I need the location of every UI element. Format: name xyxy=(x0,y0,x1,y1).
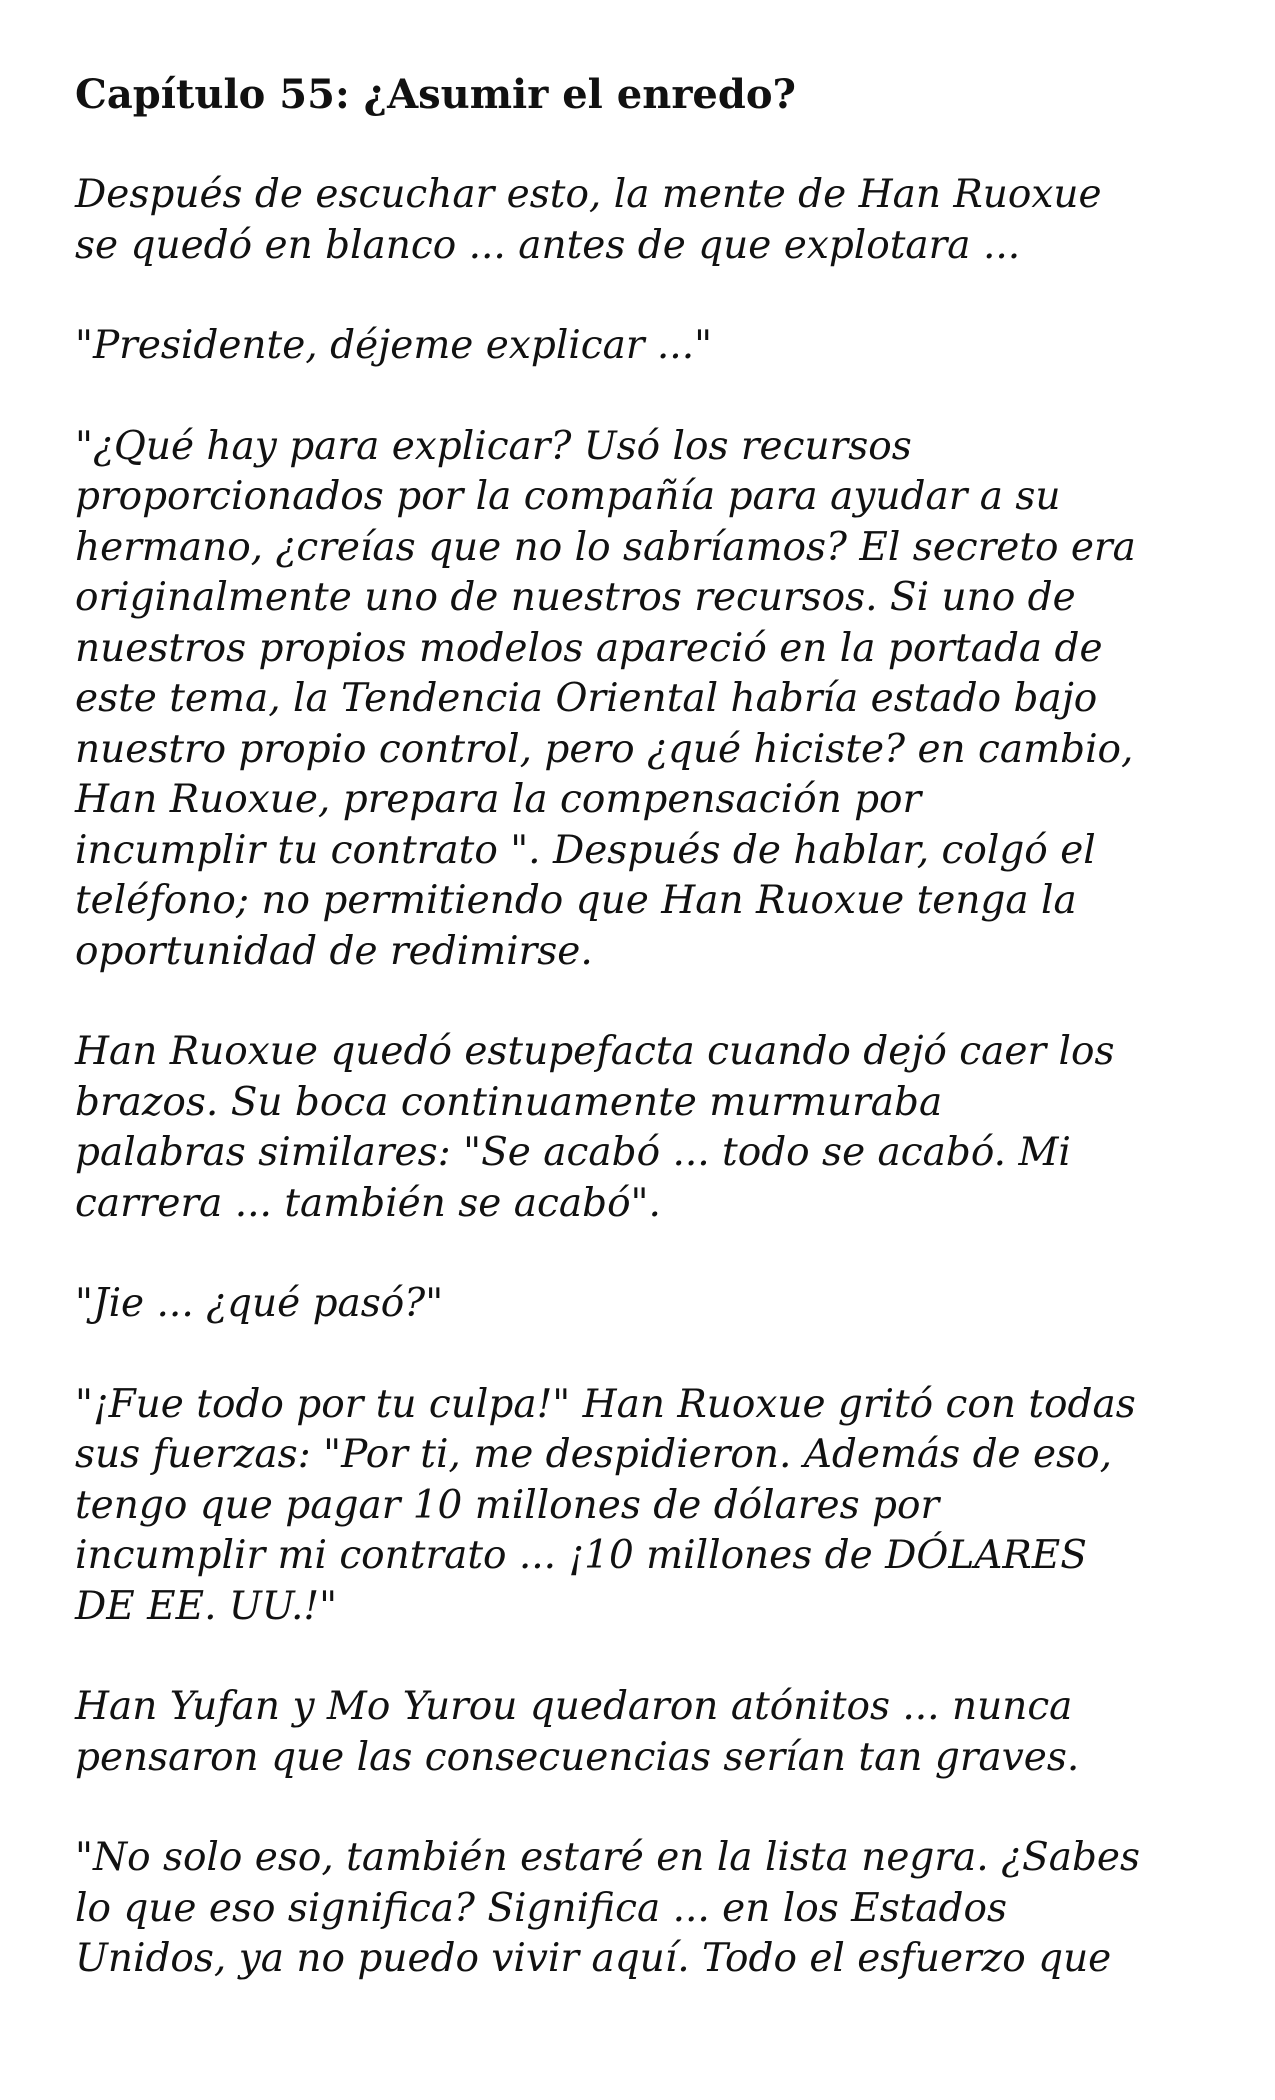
paragraph-5: "Jie ... ¿qué pasó?" xyxy=(75,1281,444,1326)
chapter-title: Capítulo 55: ¿Asumir el enredo? xyxy=(75,71,796,118)
paragraph-1: Después de escuchar esto, la mente de Han Ruoxue se quedó en blanco ... antes de que explotara ... xyxy=(75,172,1102,268)
paragraph-3: "¿Qué hay para explicar? Usó los recursos proporcionados por la compañía para ayudar a su hermano, ¿creías que no lo sabríamos? El secreto era originalmente uno de nuestros recursos. Si uno de nuestros propios modelos apareció en la portada de este tema, la Tendencia Oriental habría estado bajo nuestro propio control, pero ¿qué hiciste? en cambio, Han Ruoxue, prepara la compensación por incumplir tu contrato ". Después de hablar, colgó el teléfono; no permitiendo que Han Ruoxue tenga la oportunidad de redimirse. xyxy=(75,423,1136,974)
paragraph-8: "No solo eso, también estaré en la lista negra. ¿Sabes lo que eso significa? Significa ... en los Estados Unidos, ya no puedo vivir aquí. Todo el esfuerzo que xyxy=(75,1835,1141,1981)
paragraph-4: Han Ruoxue quedó estupefacta cuando dejó caer los brazos. Su boca continuamente murmuraba palabras similares: "Se acabó ... todo se acabó. Mi carrera ... también se acabó". xyxy=(75,1029,1115,1226)
document-page xyxy=(75,70,1225,2035)
paragraph-7: Han Yufan y Mo Yurou quedaron atónitos ... nunca pensaron que las consecuencias serían tan graves. xyxy=(75,1684,1080,1780)
paragraph-2: "Presidente, déjeme explicar ..." xyxy=(75,323,713,368)
paragraph-6: "¡Fue todo por tu culpa!" Han Ruoxue gritó con todas sus fuerzas: "Por ti, me despidieron. Además de eso, tengo que pagar 10 millones de dólares por incumplir mi contrato ... ¡10 millones de DÓLARES DE EE. UU.!" xyxy=(75,1381,1136,1629)
